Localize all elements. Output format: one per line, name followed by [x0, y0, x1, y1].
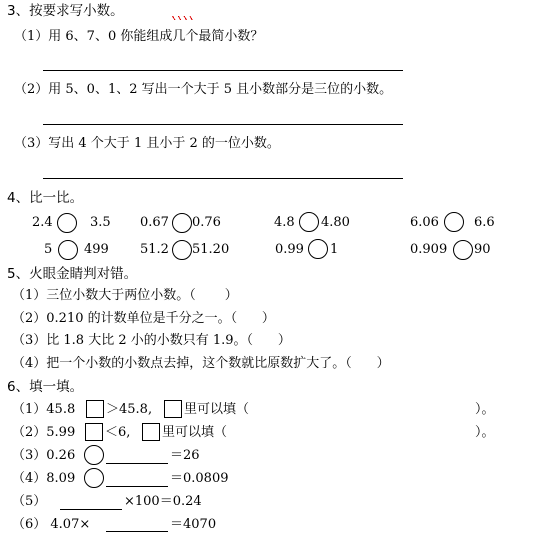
- fill-q1-end: ）。: [475, 402, 495, 417]
- fill-blank-line[interactable]: [106, 463, 168, 464]
- fill-q1-prefix: （1）45.8: [12, 402, 76, 417]
- fill-blank-line[interactable]: [60, 509, 122, 510]
- fill-q2-mid: ＜6,: [105, 425, 131, 440]
- compare-right: 90: [474, 242, 491, 257]
- judge-item-2: （2）0.210 的计数单位是千分之一。（ ）: [12, 311, 275, 326]
- compare-right: 4.80: [321, 215, 350, 230]
- compare-left: 0.99: [275, 242, 304, 257]
- fill-q2-prefix: （2）5.99: [12, 425, 76, 440]
- compare-right: 0.76: [192, 215, 221, 230]
- fill-q3-suffix: ＝26: [170, 448, 200, 463]
- section3-title: 3、按要求写小数。: [7, 3, 124, 19]
- compare-circle[interactable]: [172, 213, 192, 233]
- compare-right: 499: [84, 242, 109, 257]
- answer-line-1[interactable]: [43, 70, 403, 71]
- judge-item-4: （4）把一个小数的小数点去掉，这个数就比原数扩大了。（ ）: [12, 356, 390, 371]
- fill-q4-suffix: ＝0.0809: [170, 471, 229, 486]
- answer-line-3[interactable]: [43, 178, 403, 179]
- fill-q6-suffix: ＝4070: [170, 517, 217, 532]
- compare-circle[interactable]: [453, 240, 473, 260]
- compare-left: 4.8: [274, 215, 295, 230]
- compare-left: 6.06: [410, 215, 439, 230]
- fill-q1-text: 里可以填（: [184, 402, 250, 417]
- fill-circle[interactable]: [84, 445, 104, 465]
- fill-blank-line[interactable]: [106, 486, 168, 487]
- judge-item-1: （1）三位小数大于两位小数。（ ）: [12, 288, 238, 303]
- section4-title: 4、比一比。: [7, 190, 84, 206]
- fill-q5-suffix: ×100＝0.24: [124, 494, 202, 509]
- compare-left: 5: [44, 242, 53, 257]
- compare-right: 6.6: [474, 215, 495, 230]
- compare-circle[interactable]: [58, 240, 78, 260]
- section3-question-1: （1）用 6、7、0 你能组成几个最简小数？: [14, 29, 264, 44]
- compare-left: 2.4: [32, 215, 53, 230]
- judge-item-3: （3）比 1.8 大比 2 小的小数只有 1.9。（ ）: [12, 333, 291, 348]
- compare-left: 0.909: [410, 242, 448, 257]
- compare-circle[interactable]: [57, 213, 77, 233]
- section3-question-2: （2）用 5、0、1、2 写出一个大于 5 且小数部分是三位的小数。: [14, 82, 393, 97]
- section3-question-3: （3）写出 4 个大于 1 且小于 2 的一位小数。: [14, 136, 280, 151]
- fill-blank-line[interactable]: [106, 531, 168, 532]
- compare-right: 1: [330, 242, 339, 257]
- compare-right: 3.5: [90, 215, 111, 230]
- compare-circle[interactable]: [299, 212, 319, 232]
- compare-right: 51.20: [192, 242, 230, 257]
- fill-q4-prefix: （4）8.09: [12, 471, 76, 486]
- fill-square-box[interactable]: [85, 423, 103, 441]
- fill-q2-text: 里可以填（: [162, 425, 228, 440]
- section6-title: 6、填一填。: [7, 379, 84, 395]
- compare-circle[interactable]: [308, 239, 328, 259]
- compare-circle[interactable]: [444, 212, 464, 232]
- compare-circle[interactable]: [172, 240, 192, 260]
- fill-square-box[interactable]: [142, 423, 160, 441]
- compare-left: 51.2: [140, 242, 169, 257]
- fill-q5-prefix: （5）: [12, 494, 47, 509]
- fill-q2-end: ）。: [475, 425, 495, 440]
- fill-q3-prefix: （3）0.26: [12, 448, 76, 463]
- spellcheck-underline: [172, 16, 194, 20]
- section5-title: 5、火眼金睛判对错。: [7, 266, 138, 282]
- fill-square-box[interactable]: [164, 400, 182, 418]
- answer-line-2[interactable]: [43, 124, 403, 125]
- fill-q1-mid: ＞45.8,: [106, 402, 153, 417]
- fill-square-box[interactable]: [86, 400, 104, 418]
- compare-left: 0.67: [140, 215, 169, 230]
- fill-circle[interactable]: [84, 468, 104, 488]
- fill-q6-prefix: （6） 4.07×: [12, 517, 91, 532]
